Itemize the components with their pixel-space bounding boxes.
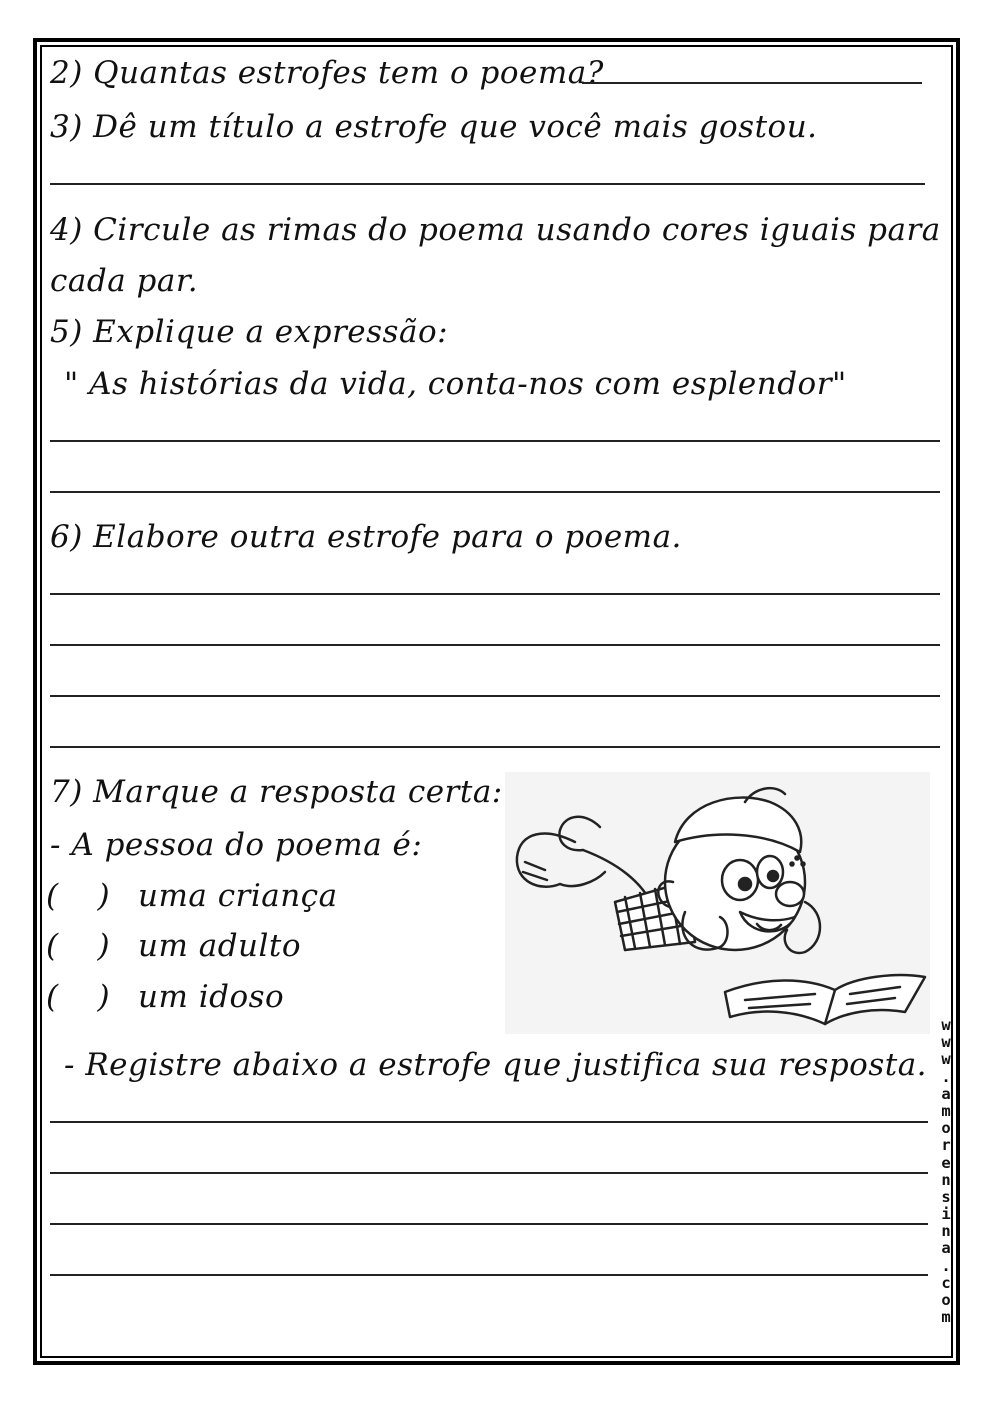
option-1-label: uma criança [138, 878, 338, 914]
watermark-char: a [941, 1239, 951, 1258]
register-instruction: - Registre abaixo a estrofe que justifica sua resposta. [64, 1047, 928, 1083]
watermark-char: i [941, 1205, 951, 1224]
checkbox-option-3[interactable]: ( ) [46, 979, 110, 1015]
answer-line-q5-2[interactable] [50, 491, 940, 493]
answer-line-q6-2[interactable] [50, 644, 940, 646]
answer-line-q2[interactable] [582, 82, 922, 84]
watermark-char: c [941, 1273, 951, 1292]
watermark-char: w [941, 1033, 951, 1052]
answer-line-q6-1[interactable] [50, 593, 940, 595]
watermark [938, 1018, 954, 1327]
answer-line-q6-4[interactable] [50, 746, 940, 748]
question-3: 3) Dê um título a estrofe que você mais gostou. [50, 109, 818, 145]
watermark-char: n [941, 1222, 951, 1241]
answer-line-q7-4[interactable] [50, 1274, 928, 1276]
answer-line-q6-3[interactable] [50, 695, 940, 697]
option-2-label: um adulto [138, 928, 302, 964]
question-5-quote: " As histórias da vida, conta-nos com esplendor" [64, 366, 847, 402]
watermark-char: o [941, 1119, 951, 1138]
answer-line-q7-2[interactable] [50, 1172, 928, 1174]
watermark-char: o [941, 1291, 951, 1309]
watermark-char: m [941, 1101, 951, 1120]
watermark-char: n [941, 1170, 951, 1189]
checkbox-option-1[interactable]: ( ) [46, 878, 110, 914]
answer-line-q7-3[interactable] [50, 1223, 928, 1225]
question-4-line-1: 4) Circule as rimas do poema usando cores iguais para [50, 212, 941, 248]
answer-line-q3[interactable] [50, 183, 925, 185]
question-7-sub: - A pessoa do poema é: [50, 827, 423, 863]
answer-line-q7-1[interactable] [50, 1121, 928, 1123]
option-3-label: um idoso [138, 979, 285, 1015]
question-4-line-2: cada par. [50, 263, 199, 299]
watermark-char: s [941, 1187, 951, 1206]
watermark-char: r [941, 1136, 951, 1155]
watermark-char: . [941, 1067, 951, 1086]
answer-line-q5-1[interactable] [50, 440, 940, 442]
watermark-char: w [941, 1050, 951, 1069]
watermark-char: a [941, 1084, 951, 1103]
watermark-char: m [941, 1308, 951, 1327]
watermark-char: . [941, 1256, 951, 1275]
checkbox-option-2[interactable]: ( ) [46, 928, 110, 964]
question-7: 7) Marque a resposta certa: [50, 774, 503, 810]
question-5: 5) Explique a expressão: [50, 314, 449, 350]
watermark-char: e [941, 1153, 951, 1172]
watermark-char: w [941, 1016, 951, 1034]
question-2: 2) Quantas estrofes tem o poema? [50, 55, 604, 91]
boy-reading-book-icon [505, 772, 930, 1034]
question-6: 6) Elabore outra estrofe para o poema. [50, 519, 682, 555]
